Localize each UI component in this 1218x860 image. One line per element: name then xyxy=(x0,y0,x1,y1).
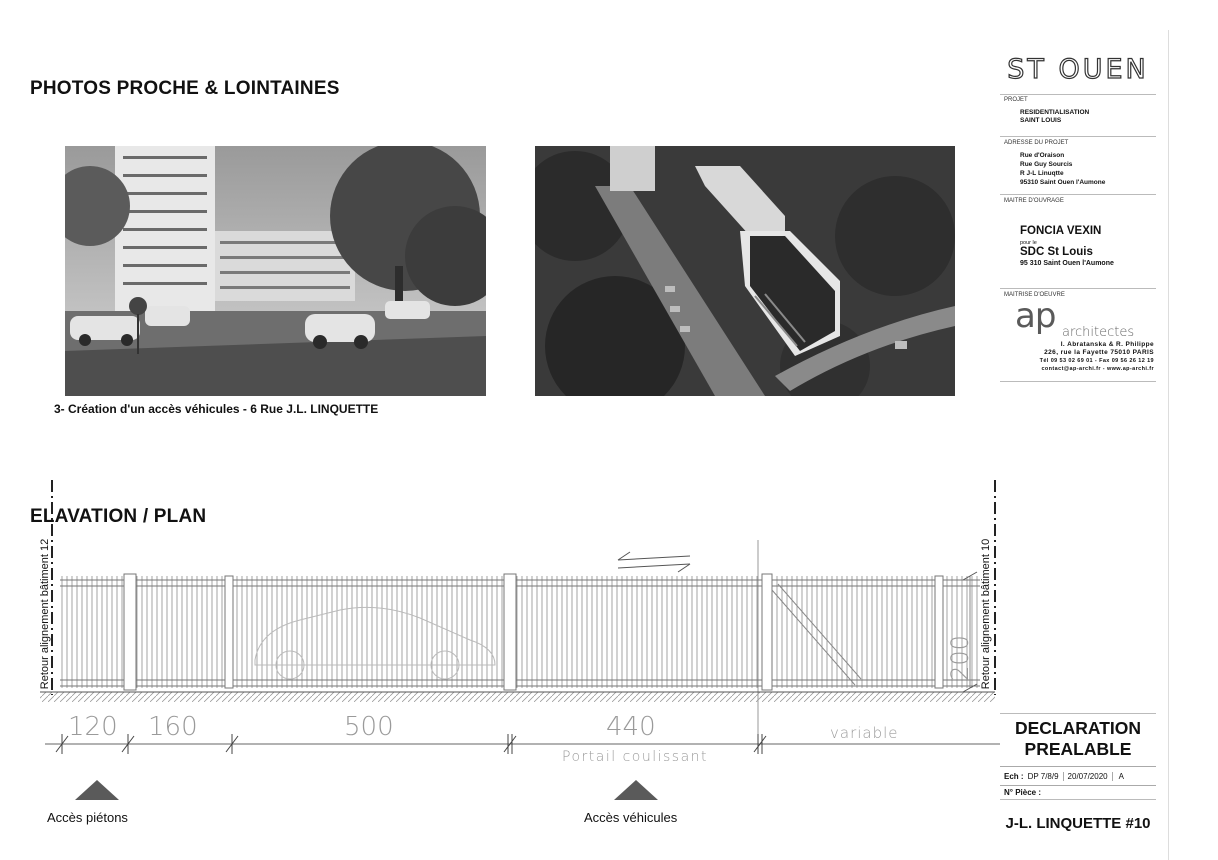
street-photo xyxy=(65,146,486,396)
maitrise-oeuvre-label: MAITRISE D'OEUVRE xyxy=(1004,292,1065,298)
adresse-label: ADRESSE DU PROJET xyxy=(1004,140,1069,146)
projet-name: RESIDENTIALISATION SAINT LOUIS xyxy=(1020,109,1090,124)
city-title: ST OUEN xyxy=(1007,54,1149,85)
right-alignment-label: Retour alignement bâtiment 10 xyxy=(980,538,992,690)
dim-160: 160 xyxy=(148,712,198,742)
gate-label: Portail coulissant xyxy=(562,749,709,765)
scale-row: Ech : DP 7/8/9 20/07/2020 A xyxy=(1000,766,1156,786)
section-title-photos: PHOTOS PROCHE & LOINTAINES xyxy=(30,78,340,99)
dim-440: 440 xyxy=(606,712,656,742)
architect-logo-suffix: architectes xyxy=(1062,325,1135,340)
architect-details: I. Abratanska & R. Philippe 226, rue la Fayette 75010 PARIS Tél 09 53 02 69 01 - Fax 09 56 26 12 19 contact@ap-archi.fr - www.ap-archi.fr xyxy=(1039,341,1154,372)
piece-label: N° Pièce : xyxy=(1004,788,1041,797)
document-title: DECLARATION PREALABLE xyxy=(1014,718,1142,759)
adresse-lines: Rue d'Oraison Rue Guy Sourcis R J-L Linuqtte 95310 Saint Ouen l'Aumone xyxy=(1020,152,1106,186)
client-pour: pour le xyxy=(1020,240,1037,246)
title-block-border xyxy=(1168,30,1169,860)
dim-variable: variable xyxy=(830,724,899,742)
access-vehicle-label: Accès véhicules xyxy=(584,810,678,825)
dim-120: 120 xyxy=(68,712,118,742)
access-pedestrian-label: Accès piétons xyxy=(47,810,128,825)
client-name: FONCIA VEXIN xyxy=(1020,225,1102,237)
elevation-drawing xyxy=(0,480,1000,800)
photo-caption: 3- Création d'un accès véhicules - 6 Rue J.L. LINQUETTE xyxy=(54,402,379,416)
aerial-photo xyxy=(535,146,955,396)
dim-500: 500 xyxy=(344,712,394,742)
height-dimension: 200 xyxy=(946,635,974,681)
client-address: 95 310 Saint Ouen l'Aumone xyxy=(1020,260,1114,267)
architect-logo: ap xyxy=(1015,296,1056,336)
section-title-elevation: ELAVATION / PLAN xyxy=(30,506,207,527)
sheet-name: J-L. LINQUETTE #10 xyxy=(1005,815,1151,832)
projet-label: PROJET xyxy=(1004,97,1028,103)
maitre-ouvrage-label: MAITRE D'OUVRAGE xyxy=(1004,198,1064,204)
client-sub: SDC St Louis xyxy=(1020,246,1093,258)
left-alignment-label: Retour alignement bâtiment 12 xyxy=(39,538,51,690)
